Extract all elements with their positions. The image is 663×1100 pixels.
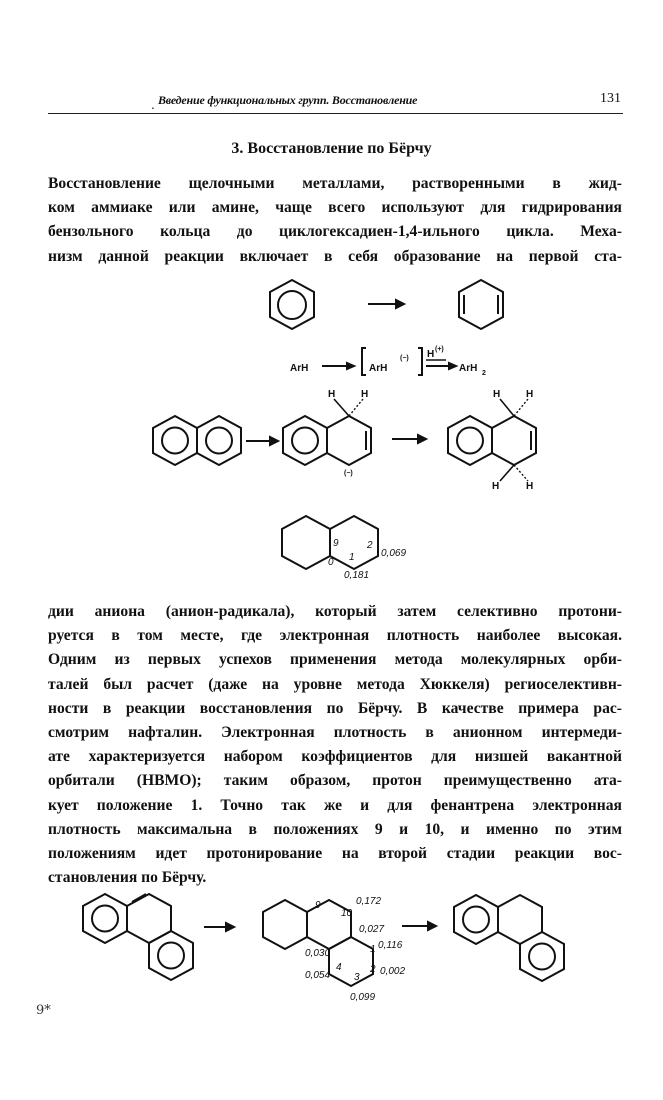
text-line: плотность максимальна в положениях 9 и 10, и именно по этим: [48, 820, 622, 838]
paragraph-intro: [48, 172, 622, 269]
h-label: H: [492, 481, 500, 492]
intermediate-charge: (−): [400, 355, 409, 362]
text-line: положениям идет протонирование на второй стадии реакции вос-: [48, 845, 622, 863]
proton-charge: (+): [435, 346, 444, 353]
proton-label: H: [427, 349, 435, 360]
bracket-right: [418, 348, 422, 375]
text-line: кует положение 1. Точно так же и для фенантрена электронная: [48, 796, 622, 814]
position-9: 9: [315, 900, 321, 911]
coefficient-value: 0,002: [380, 966, 406, 977]
birch-scheme-naphthalene: [0, 275, 663, 595]
text-line: смотрим нафталин. Электронная плотность в анионном интермеди-: [48, 724, 622, 742]
position-9: 9: [333, 538, 339, 549]
coefficient-value: 0,099: [350, 992, 376, 1003]
reaction-arrow: [392, 435, 426, 443]
mechanism-product: ArH: [459, 363, 478, 374]
position-2: 2: [367, 540, 373, 551]
product-subscript: 2: [482, 370, 486, 377]
text-line: ате характеризуется набором коэффициентов для низшей вакантной: [48, 748, 622, 766]
h-label: H: [361, 389, 369, 400]
bracket-left: [362, 348, 366, 375]
anion-intermediate-structure: [283, 399, 371, 465]
section-title: 3. Восстановление по Бёрчу: [231, 140, 432, 157]
page-number: 131: [600, 91, 621, 106]
text-line: бензольного кольца до циклогексадиен-1,4-ильного цикла. Меха-: [48, 223, 622, 241]
coefficient-value: 0,027: [359, 924, 385, 935]
text-line: талей был расчет (даже на уровне метода Хюккеля) региоселективн-: [48, 675, 622, 693]
phenanthrene-structure: [83, 894, 193, 980]
text-line: Восстановление щелочными металлами, растворенными в жид-: [48, 175, 622, 192]
dihydrophenanthrene-structure: [454, 895, 564, 981]
text-line: дии аниона (анион-радикала), который затем селективно протони-: [48, 603, 622, 620]
header-dot: .: [151, 98, 155, 112]
text-line: становления по Бёрчу.: [48, 869, 207, 887]
position-1: 1: [349, 552, 355, 563]
coefficient-value: 0,030: [305, 948, 331, 959]
position-4: 4: [336, 962, 342, 973]
coefficient-value: 0,069: [381, 548, 407, 559]
benzene-structure: [270, 280, 314, 329]
signature-mark: 9*: [36, 1003, 51, 1018]
coefficient-value: 0,116: [378, 940, 403, 951]
h-label: H: [526, 389, 534, 400]
dihydronaphthalene-structure: [448, 399, 536, 481]
h-label: H: [328, 389, 336, 400]
running-title: Введение функциональных групп. Восстановление: [158, 93, 418, 107]
running-header: [48, 91, 623, 114]
reaction-arrow: [204, 923, 234, 931]
h-label: H: [526, 481, 534, 492]
h-label: H: [493, 389, 501, 400]
mechanism-intermediate: ArH: [369, 363, 388, 374]
cyclohexadiene-structure: [459, 280, 503, 329]
mechanism-arrow-2: [426, 360, 456, 369]
coefficient-value: 0,172: [356, 896, 382, 907]
paragraph-main: [48, 600, 622, 890]
position-0: 0: [328, 557, 334, 568]
position-1: 1: [370, 944, 376, 955]
position-2: 2: [370, 964, 376, 975]
mechanism-reactant: ArH: [290, 363, 309, 374]
mechanism-arrow-1: [322, 363, 354, 369]
birch-scheme-phenanthrene: [0, 880, 663, 1010]
position-10: 10: [341, 908, 353, 919]
reaction-arrow: [246, 437, 278, 445]
reaction-arrow: [368, 300, 404, 308]
coefficient-value: 0,181: [344, 570, 370, 581]
coefficient-value: 0,054: [305, 970, 331, 981]
naphthalene-structure: [153, 416, 241, 465]
text-line: орбитали (НВМО); таким образом, протон преимущественно ата-: [48, 772, 622, 790]
position-3: 3: [354, 972, 360, 983]
anion-charge: (−): [344, 470, 353, 477]
text-line: Одним из первых успехов применения метода молекулярных орби-: [48, 651, 622, 669]
text-line: низм данной реакции включает в себя образование на первой ста-: [48, 247, 622, 265]
text-line: ком аммиаке или амине, чаще всего используют для гидрирования: [48, 199, 622, 217]
text-line: ности в реакции восстановления по Бёрчу. В качестве примера рас-: [48, 699, 622, 717]
text-line: руется в том месте, где электронная плотность наиболее высокая.: [48, 627, 622, 645]
reaction-arrow: [402, 922, 436, 930]
